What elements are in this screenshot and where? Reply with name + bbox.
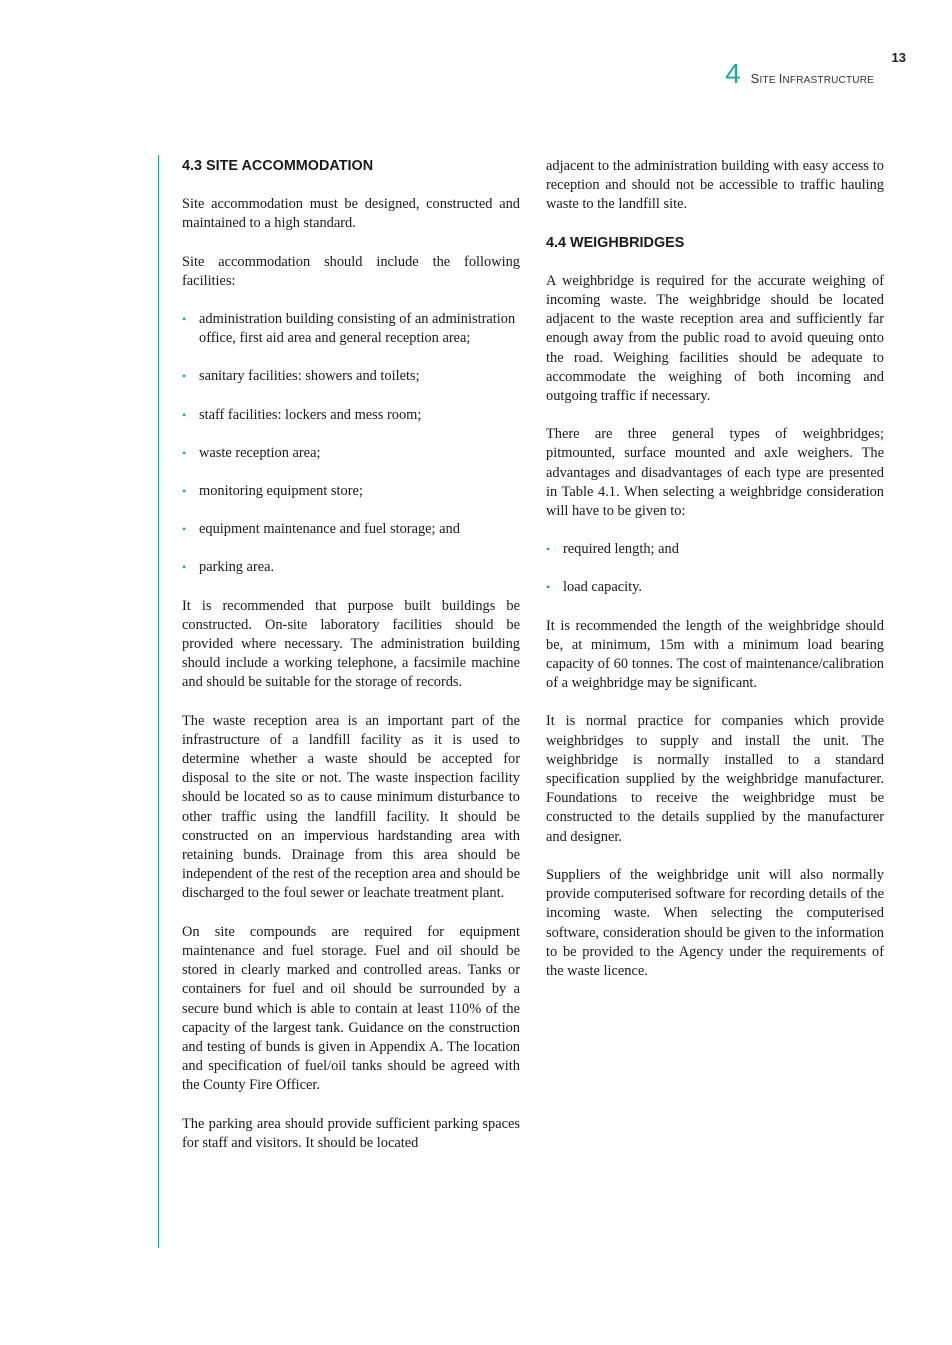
paragraph: Suppliers of the weighbridge unit will also normally provide computerised software for recording details of the incoming waste. When selecting the computerised software, consideration should be given to the information to be provided to the Agency under the requirements of the waste licence. [546,866,884,979]
requirements-list [546,540,884,597]
paragraph: It is normal practice for companies which provide weighbridges to supply and install the unit. The weighbridge is normally installed to a standard specification supplied by the weighbridge manufacturer. Foundations to receive the weighbridge must be constructed to the details supplied by the manufacturer and designer. [546,713,884,845]
list-item-text: administration building consisting of an administration office, first aid area and general reception area; [199,311,516,347]
list-item-text: staff facilities: lockers and mess room; [199,406,422,423]
paragraph: It is recommended that purpose built buildings be constructed. On-site laboratory facilities should be provided where necessary. The administration building should include a working telephone, a facsimile machine and should be suitable for the storage of records. [182,597,520,691]
list-item [182,310,520,348]
paragraph: A weighbridge is required for the accurate weighing of incoming waste. The weighbridge should be located adjacent to the waste reception area and sufficiently far enough away from the public road to avoid queuing onto the road. Weighing facilities should be adequate to accommodate the weighing of both incoming and outgoing traffic if necessary. [546,272,884,405]
list-item-text: load capacity. [563,579,642,596]
list-item-text: monitoring equipment store; [199,483,363,500]
facilities-list [182,310,520,578]
chapter-title [751,71,874,86]
list-item [182,482,520,501]
chapter-title-initial: S [750,71,760,86]
section-heading: 4.4 WEIGHBRIDGES [546,234,685,251]
list-item-text: parking area. [199,559,275,576]
bullet-dot-icon: • [182,484,187,499]
paragraph: There are three general types of weighbridges; pitmounted, surface mounted and axle weighers. The advantages and disadvantages of each type are presented in Table 4.1. When selecting a weighbridge consideration will have to be given to: [546,426,884,520]
bullet-dot-icon: • [182,312,187,327]
chapter-title-part: ITE [759,75,779,86]
list-item-text: waste reception area; [199,444,321,461]
chapter-title-part: NFRASTRUCTURE [782,75,874,86]
bullet-dot-icon: • [182,445,187,460]
list-item [182,444,520,463]
bullet-dot-icon: • [182,560,187,575]
bullet-dot-icon: • [182,369,187,384]
paragraph: It is recommended the length of the weighbridge should be, at minimum, 15m with a minimum load bearing capacity of 60 tonnes. The cost of maintenance/calibration of a weighbridge may be significant. [546,617,884,692]
paragraph: On site compounds are required for equipment maintenance and fuel storage. Fuel and oil should be stored in clearly marked and controlled areas. Tanks or containers for fuel and oil should be surrounded by a secure bund which is able to contain at least 110% of the capacity of the largest tank. Guidance on the construction and testing of bunds is given in Appendix A. The location and specification of fuel/oil tanks should be agreed with the County Fire Officer. [182,923,520,1094]
chapter-header [725,58,874,90]
list-item [182,406,520,425]
chapter-number: 4 [725,58,741,89]
list-item-text: equipment maintenance and fuel storage; and [199,521,460,538]
chapter-title-initial: I [778,71,783,86]
list-item-text: sanitary facilities: showers and toilets; [199,368,420,385]
paragraph: The parking area should provide sufficient parking spaces for staff and visitors. It should be located [182,1115,520,1151]
page-number: 13 [891,50,906,65]
list-item [546,540,884,559]
margin-rule [158,155,159,1248]
paragraph: Site accommodation must be designed, constructed and maintained to a high standard. [182,196,520,232]
bullet-dot-icon: • [182,407,187,422]
section-heading: 4.3 SITE ACCOMMODATION [182,158,374,174]
list-item [182,367,520,386]
left-column [182,157,520,1172]
bullet-dot-icon: • [546,542,551,557]
list-item [182,558,520,577]
bullet-dot-icon: • [182,522,187,537]
bullet-dot-icon: • [546,580,551,595]
paragraph: The waste reception area is an important part of the infrastructure of a landfill facility as it is used to determine whether a waste should be accepted for disposal to the site or not. The waste inspection facility should be located so as to cause minimum disturbance to other traffic using the landfill facility. It should be constructed on an impervious hardstanding area with retaining bunds. Drainage from this area should be independent of the rest of the reception area and should be discharged to the foul sewer or leachate treatment plant. [182,712,520,902]
paragraph: Site accommodation should include the following facilities: [182,253,520,289]
list-item-text: required length; and [563,541,679,558]
paragraph: adjacent to the administration building with easy access to reception and should not be accessible to traffic hauling waste to the landfill site. [546,158,884,213]
right-column [546,157,884,1000]
list-item [182,520,520,539]
list-item [546,578,884,597]
